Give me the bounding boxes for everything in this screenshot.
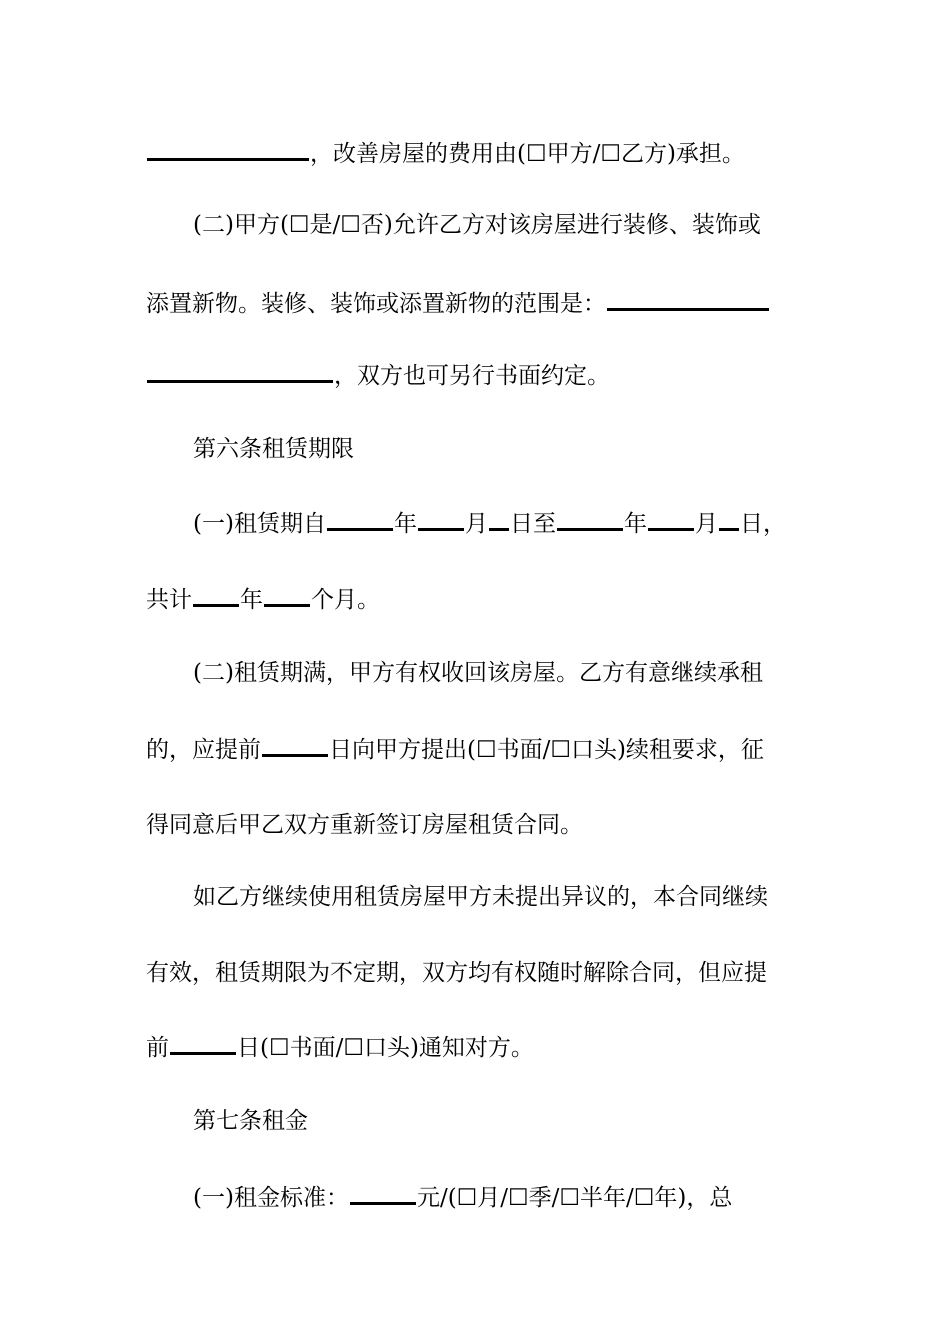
fill-in-blank xyxy=(648,508,694,531)
section-heading: 第七条租金 xyxy=(193,1108,308,1134)
paragraph-line: (二)甲方(☐是/☐否)允许乙方对该房屋进行装修、装饰或 xyxy=(193,212,761,238)
fill-in-blank xyxy=(147,138,309,161)
paragraph-line: 有效，租赁期限为不定期，双方均有权随时解除合同，但应提 xyxy=(146,960,767,986)
fill-in-blank xyxy=(193,584,239,607)
section-heading: 第六条租赁期限 xyxy=(193,436,354,462)
paragraph-line: 的，应提前 日向甲方提出(☐书面/☐口头)续租要求，征 xyxy=(146,734,816,765)
fill-in-blank xyxy=(327,508,393,531)
fill-in-blank xyxy=(489,508,509,531)
fill-in-blank xyxy=(418,508,464,531)
fill-in-blank xyxy=(170,1032,236,1055)
fill-in-blank xyxy=(607,288,769,311)
paragraph-line: 如乙方继续使用租赁房屋甲方未提出异议的，本合同继续 xyxy=(193,884,768,910)
fill-in-blank xyxy=(262,734,328,757)
fill-in-blank xyxy=(350,1182,416,1205)
paragraph-line: ，双方也可另行书面约定。 xyxy=(146,360,816,391)
fill-in-blank xyxy=(147,360,333,383)
paragraph-line: 得同意后甲乙双方重新签订房屋租赁合同。 xyxy=(146,812,583,838)
paragraph-line: (二)租赁期满，甲方有权收回该房屋。乙方有意继续承租 xyxy=(193,660,763,686)
paragraph-line: 添置新物。装修、装饰或添置新物的范围是： xyxy=(146,288,816,319)
paragraph-line: 共计 年 个月。 xyxy=(146,584,816,615)
paragraph-line: ，改善房屋的费用由(☐甲方/☐乙方)承担。 xyxy=(146,138,816,169)
paragraph-line: (一)租金标准： 元/(☐月/☐季/☐半年/☐年)，总 xyxy=(193,1182,813,1213)
paragraph-line: (一)租赁期自 年 月 日至 年 月 日， xyxy=(193,508,813,539)
fill-in-blank xyxy=(719,508,739,531)
fill-in-blank xyxy=(264,584,310,607)
fill-in-blank xyxy=(557,508,623,531)
paragraph-line: 前 日(☐书面/☐口头)通知对方。 xyxy=(146,1032,816,1063)
